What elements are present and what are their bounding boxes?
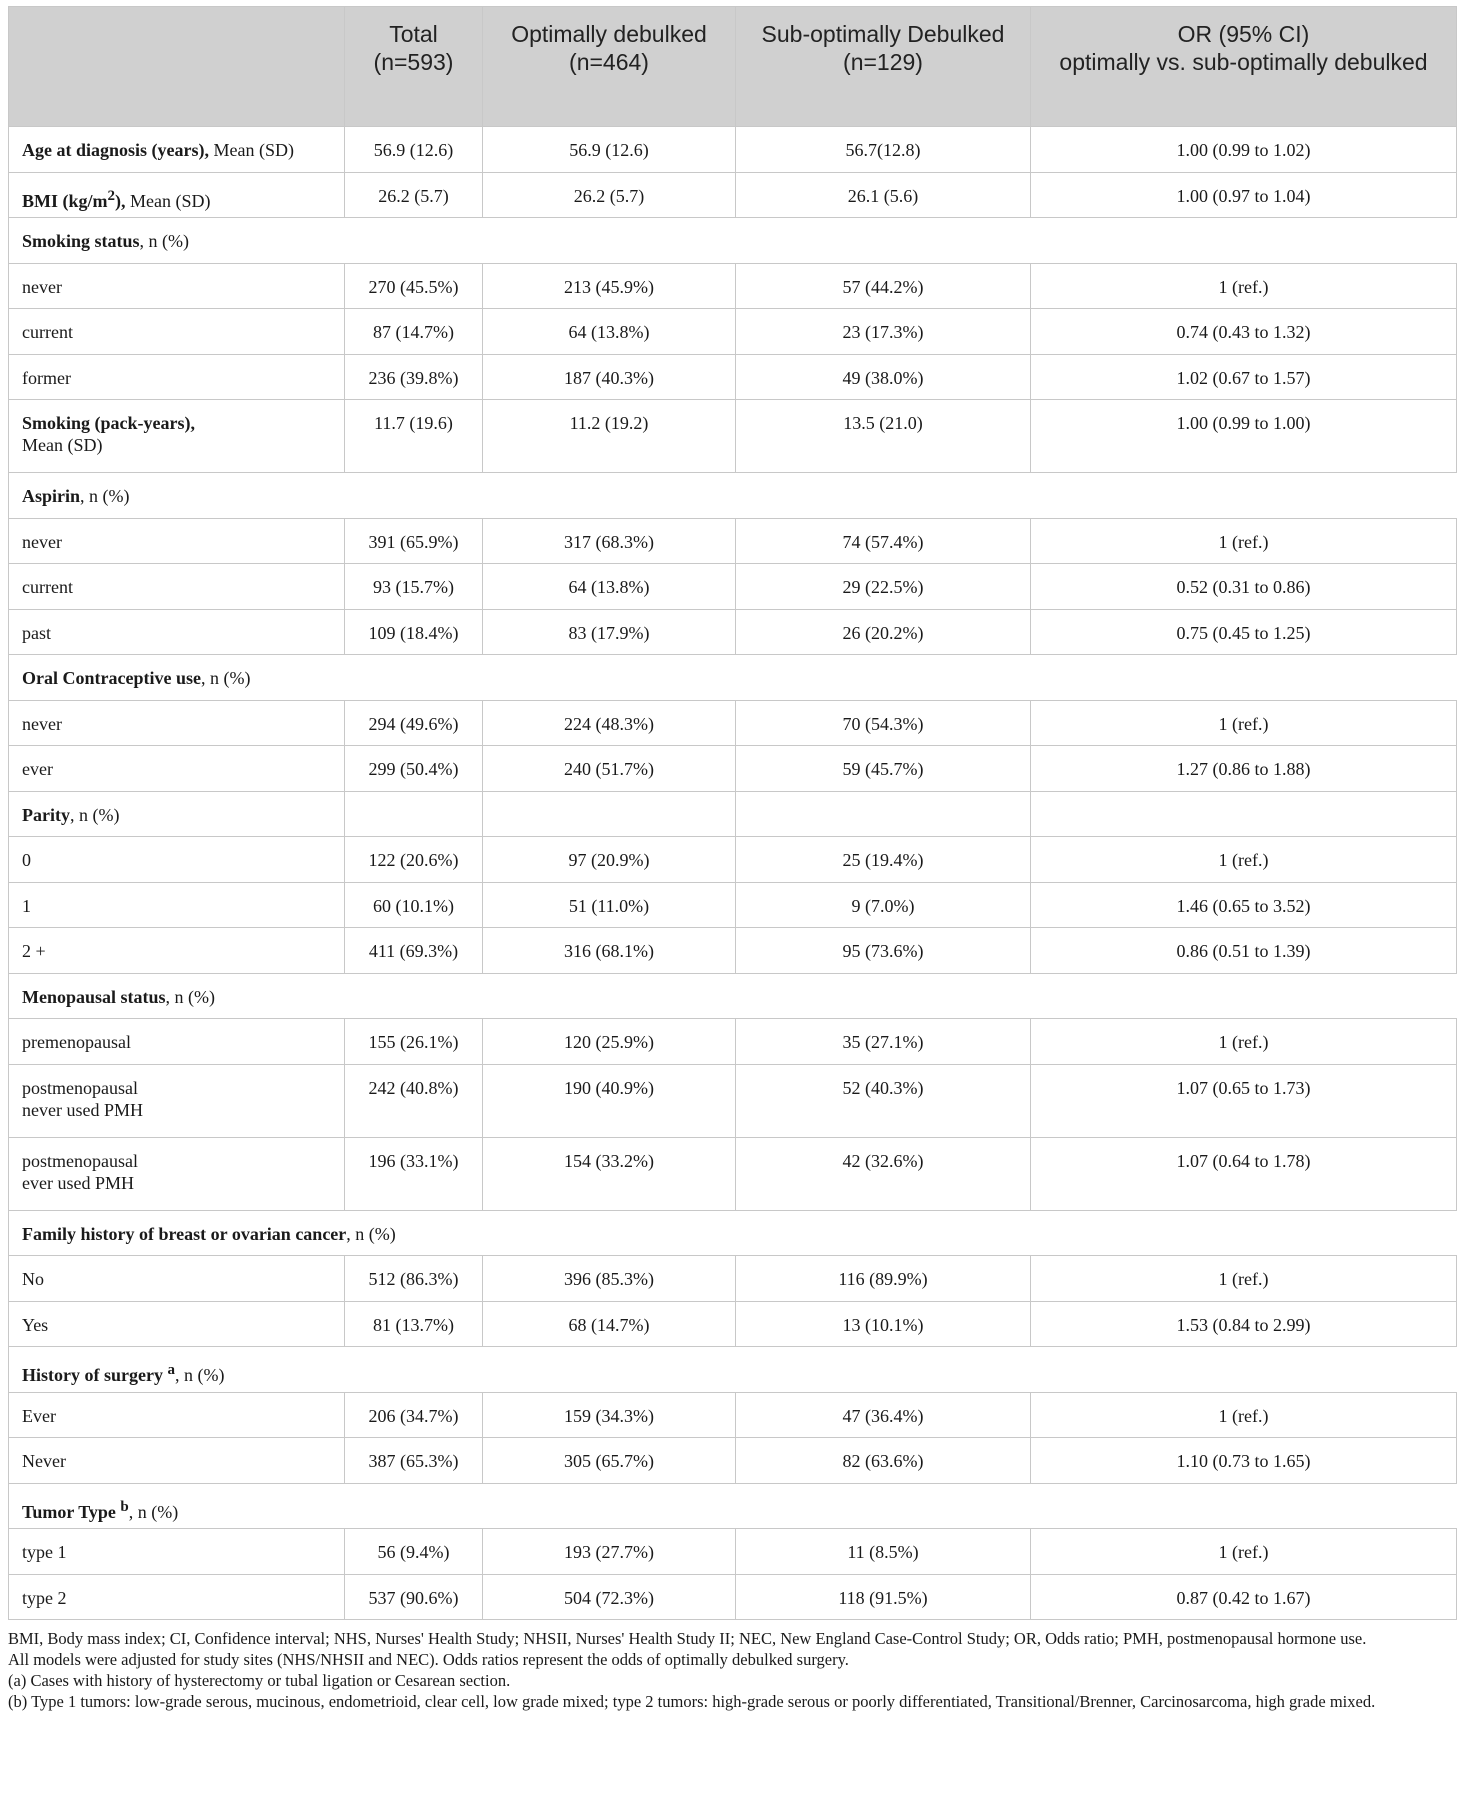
cell-suboptimal: 52 (40.3%) [736, 1064, 1031, 1137]
row-label-rest: Mean (SD) [209, 140, 294, 160]
table-row [9, 746, 1457, 792]
table-row [9, 700, 1457, 746]
row-label: Yes [9, 1301, 345, 1347]
footnote-a: (a) Cases with history of hysterectomy or tubal ligation or Cesarean section. [8, 1671, 511, 1690]
header-blank [9, 7, 345, 127]
cell-suboptimal: 49 (38.0%) [736, 354, 1031, 400]
section-label-rest: , n (%) [200, 668, 251, 688]
table-row [9, 1574, 1457, 1620]
cell-total: 93 (15.7%) [345, 564, 483, 610]
cell-total: 109 (18.4%) [345, 609, 483, 655]
row-label-line1: postmenopausal [22, 1077, 138, 1098]
cell-total: 122 (20.6%) [345, 837, 483, 883]
cell-suboptimal: 13.5 (21.0) [736, 400, 1031, 473]
header-optimal [483, 7, 736, 127]
section-label-rest: , n (%) [128, 1501, 179, 1522]
section-row [9, 473, 1457, 519]
table-row [9, 882, 1457, 928]
section-row [9, 1210, 1457, 1256]
section-label-bold: Family history of breast or ovarian cancer [22, 1223, 347, 1244]
row-label-line1: postmenopausal [22, 1150, 138, 1171]
row-label-bold [22, 187, 126, 211]
cell-suboptimal: 116 (89.9%) [736, 1256, 1031, 1302]
row-label: 1 [9, 882, 345, 928]
cell-optimal: 64 (13.8%) [483, 309, 736, 355]
cell-optimal: 213 (45.9%) [483, 263, 736, 309]
cell-or: 1.00 (0.99 to 1.02) [1031, 127, 1457, 173]
cell-optimal: 11.2 (19.2) [483, 400, 736, 473]
row-label: type 2 [9, 1574, 345, 1620]
cell-or: 1.46 (0.65 to 3.52) [1031, 882, 1457, 928]
cell-optimal: 193 (27.7%) [483, 1529, 736, 1575]
cell-or: 0.74 (0.43 to 1.32) [1031, 309, 1457, 355]
footnote-adjustment: All models were adjusted for study sites (NHS/NHSII and NEC). Odds ratios represent the odds of optimally debulked surgery. [8, 1650, 849, 1669]
row-label: never [9, 518, 345, 564]
cell-or: 1 (ref.) [1031, 1256, 1457, 1302]
row-label-rest: Mean (SD) [22, 435, 103, 455]
row-label [9, 172, 345, 218]
cell-optimal: 154 (33.2%) [483, 1137, 736, 1210]
table-row [9, 564, 1457, 610]
table-footnotes [8, 1628, 1456, 1712]
cell-suboptimal: 70 (54.3%) [736, 700, 1031, 746]
cell-or: 1.07 (0.65 to 1.73) [1031, 1064, 1457, 1137]
header-or-line1: OR (95% CI) [1177, 21, 1310, 47]
cell-suboptimal: 74 (57.4%) [736, 518, 1031, 564]
cell-suboptimal: 25 (19.4%) [736, 837, 1031, 883]
cell-or: 1.53 (0.84 to 2.99) [1031, 1301, 1457, 1347]
cell-optimal: 83 (17.9%) [483, 609, 736, 655]
cell-optimal: 56.9 (12.6) [483, 127, 736, 173]
row-label-bold: Age at diagnosis (years), [22, 140, 209, 160]
cell-optimal: 51 (11.0%) [483, 882, 736, 928]
table-row [9, 1529, 1457, 1575]
row-label-line2: never used PMH [22, 1099, 143, 1120]
section-label [9, 1210, 1457, 1256]
section-row [9, 791, 1457, 837]
cell-total: 236 (39.8%) [345, 354, 483, 400]
section-label [9, 973, 1457, 1019]
header-suboptimal [736, 7, 1031, 127]
row-label [9, 1137, 345, 1210]
cell-total: 60 (10.1%) [345, 882, 483, 928]
characteristics-table [8, 6, 1457, 1620]
row-label-bold: Smoking (pack-years), [22, 413, 196, 433]
cell-optimal: 396 (85.3%) [483, 1256, 736, 1302]
section-label-bold [22, 1362, 175, 1385]
row-label [9, 400, 345, 473]
cell-optimal: 68 (14.7%) [483, 1301, 736, 1347]
cell-suboptimal: 118 (91.5%) [736, 1574, 1031, 1620]
cell-or: 0.52 (0.31 to 0.86) [1031, 564, 1457, 610]
cell-suboptimal: 95 (73.6%) [736, 928, 1031, 974]
cell-total: 155 (26.1%) [345, 1019, 483, 1065]
cell-or: 1.27 (0.86 to 1.88) [1031, 746, 1457, 792]
cell-suboptimal: 13 (10.1%) [736, 1301, 1031, 1347]
cell-empty [1031, 791, 1457, 837]
section-label-rest: , n (%) [174, 1365, 225, 1385]
cell-total: 294 (49.6%) [345, 700, 483, 746]
table-row [9, 263, 1457, 309]
cell-total: 299 (50.4%) [345, 746, 483, 792]
header-total-line1: Total [389, 21, 438, 47]
table-row [9, 1256, 1457, 1302]
cell-or: 0.86 (0.51 to 1.39) [1031, 928, 1457, 974]
row-label: current [9, 564, 345, 610]
cell-empty [345, 791, 483, 837]
section-label-bold: Parity [22, 804, 70, 825]
footnote-b: (b) Type 1 tumors: low-grade serous, mucinous, endometrioid, clear cell, low grade mixed; type 2 tumors: high-grade serous or poorly differentiated, Transitional/Brenner, Carcinosarcoma, high grade mixed. [8, 1692, 1376, 1711]
row-label: past [9, 609, 345, 655]
header-optimal-line1: Optimally debulked [511, 21, 707, 47]
cell-suboptimal: 82 (63.6%) [736, 1438, 1031, 1484]
section-label [9, 1483, 1457, 1529]
section-label-bold: Smoking status [22, 231, 140, 251]
cell-optimal: 504 (72.3%) [483, 1574, 736, 1620]
cell-or: 1 (ref.) [1031, 1392, 1457, 1438]
table-row [9, 1438, 1457, 1484]
cell-or: 1.00 (0.97 to 1.04) [1031, 172, 1457, 218]
footnote-abbreviations: BMI, Body mass index; CI, Confidence interval; NHS, Nurses' Health Study; NHSII, Nurses' Health Study II; NEC, New England Case-Control Study; OR, Odds ratio; PMH, postmenopausal hormone use. [8, 1629, 1367, 1648]
cell-optimal: 97 (20.9%) [483, 837, 736, 883]
table-row [9, 1301, 1457, 1347]
cell-or: 1.07 (0.64 to 1.78) [1031, 1137, 1457, 1210]
cell-optimal: 317 (68.3%) [483, 518, 736, 564]
section-label-bold: Menopausal status [22, 986, 166, 1007]
section-label [9, 218, 1457, 264]
section-row [9, 655, 1457, 701]
row-label: former [9, 354, 345, 400]
cell-optimal: 224 (48.3%) [483, 700, 736, 746]
cell-total: 387 (65.3%) [345, 1438, 483, 1484]
section-label-bold [22, 1498, 129, 1522]
cell-or: 1 (ref.) [1031, 518, 1457, 564]
header-or [1031, 7, 1457, 127]
cell-or: 1.10 (0.73 to 1.65) [1031, 1438, 1457, 1484]
row-label: current [9, 309, 345, 355]
header-suboptimal-line2: (n=129) [843, 49, 923, 75]
cell-optimal: 159 (34.3%) [483, 1392, 736, 1438]
row-label: ever [9, 746, 345, 792]
section-label-bold: Aspirin [22, 486, 81, 506]
surgery-label: History of surgery [22, 1365, 168, 1385]
cell-total: 391 (65.9%) [345, 518, 483, 564]
cell-total: 242 (40.8%) [345, 1064, 483, 1137]
section-row [9, 1347, 1457, 1393]
cell-total: 196 (33.1%) [345, 1137, 483, 1210]
section-row [9, 1483, 1457, 1529]
cell-suboptimal: 9 (7.0%) [736, 882, 1031, 928]
cell-optimal: 64 (13.8%) [483, 564, 736, 610]
header-total-line2: (n=593) [373, 49, 454, 75]
cell-total: 56.9 (12.6) [345, 127, 483, 173]
cell-or: 1.00 (0.99 to 1.00) [1031, 400, 1457, 473]
cell-or: 0.87 (0.42 to 1.67) [1031, 1574, 1457, 1620]
table-row [9, 518, 1457, 564]
table-row [9, 1064, 1457, 1137]
cell-total: 56 (9.4%) [345, 1529, 483, 1575]
header-or-line2: optimally vs. sub-optimally debulked [1059, 49, 1428, 75]
cell-suboptimal: 56.7(12.8) [736, 127, 1031, 173]
cell-suboptimal: 42 (32.6%) [736, 1137, 1031, 1210]
cell-suboptimal: 29 (22.5%) [736, 564, 1031, 610]
header-suboptimal-line1: Sub-optimally Debulked [761, 21, 1005, 47]
table-header-row [9, 7, 1457, 127]
cell-or: 1.02 (0.67 to 1.57) [1031, 354, 1457, 400]
cell-optimal: 240 (51.7%) [483, 746, 736, 792]
table-row [9, 837, 1457, 883]
row-label: Ever [9, 1392, 345, 1438]
tumor-footnote-mark: b [120, 1498, 129, 1515]
table-row [9, 172, 1457, 218]
section-label-rest: , n (%) [165, 986, 216, 1007]
row-label: 0 [9, 837, 345, 883]
table-row [9, 354, 1457, 400]
section-label [9, 791, 345, 837]
row-label: type 1 [9, 1529, 345, 1575]
table-row [9, 1392, 1457, 1438]
table-row [9, 609, 1457, 655]
cell-suboptimal: 26 (20.2%) [736, 609, 1031, 655]
cell-or: 1 (ref.) [1031, 837, 1457, 883]
row-label: never [9, 700, 345, 746]
header-total [345, 7, 483, 127]
row-label: No [9, 1256, 345, 1302]
section-label-rest: , n (%) [80, 486, 130, 506]
row-label: 2 + [9, 928, 345, 974]
cell-total: 81 (13.7%) [345, 1301, 483, 1347]
cell-total: 26.2 (5.7) [345, 172, 483, 218]
cell-optimal: 120 (25.9%) [483, 1019, 736, 1065]
row-label [9, 127, 345, 173]
cell-suboptimal: 35 (27.1%) [736, 1019, 1031, 1065]
row-label: Never [9, 1438, 345, 1484]
table-row [9, 400, 1457, 473]
section-label-rest: , n (%) [346, 1223, 396, 1244]
cell-total: 537 (90.6%) [345, 1574, 483, 1620]
cell-empty [736, 791, 1031, 837]
row-label-rest: Mean (SD) [125, 190, 211, 211]
cell-or: 0.75 (0.45 to 1.25) [1031, 609, 1457, 655]
table-row [9, 1137, 1457, 1210]
cell-or: 1 (ref.) [1031, 263, 1457, 309]
cell-total: 206 (34.7%) [345, 1392, 483, 1438]
table-row [9, 928, 1457, 974]
section-label-bold: Oral Contraceptive use [22, 668, 201, 688]
row-label: premenopausal [9, 1019, 345, 1065]
cell-suboptimal: 26.1 (5.6) [736, 172, 1031, 218]
section-row [9, 973, 1457, 1019]
cell-total: 11.7 (19.6) [345, 400, 483, 473]
section-label-rest: , n (%) [139, 231, 190, 251]
section-label [9, 473, 1457, 519]
cell-optimal: 305 (65.7%) [483, 1438, 736, 1484]
bmi-superscript: 2 [107, 187, 115, 204]
cell-total: 270 (45.5%) [345, 263, 483, 309]
cell-suboptimal: 47 (36.4%) [736, 1392, 1031, 1438]
cell-optimal: 26.2 (5.7) [483, 172, 736, 218]
row-label [9, 1064, 345, 1137]
surgery-footnote-mark: a [167, 1362, 175, 1378]
cell-or: 1 (ref.) [1031, 1019, 1457, 1065]
header-optimal-line2: (n=464) [569, 49, 649, 75]
table-row [9, 309, 1457, 355]
cell-or: 1 (ref.) [1031, 1529, 1457, 1575]
cell-total: 512 (86.3%) [345, 1256, 483, 1302]
table-row [9, 1019, 1457, 1065]
cell-suboptimal: 23 (17.3%) [736, 309, 1031, 355]
bmi-label-b: ), [115, 190, 126, 211]
row-label: never [9, 263, 345, 309]
cell-optimal: 187 (40.3%) [483, 354, 736, 400]
table-row [9, 127, 1457, 173]
tumor-label: Tumor Type [22, 1501, 121, 1522]
table-figure [8, 6, 1456, 1712]
cell-or: 1 (ref.) [1031, 700, 1457, 746]
row-label-line2: ever used PMH [22, 1172, 134, 1193]
cell-total: 411 (69.3%) [345, 928, 483, 974]
cell-suboptimal: 59 (45.7%) [736, 746, 1031, 792]
section-label-rest: , n (%) [69, 804, 120, 825]
section-row [9, 218, 1457, 264]
cell-optimal: 190 (40.9%) [483, 1064, 736, 1137]
section-label [9, 655, 1457, 701]
cell-optimal: 316 (68.1%) [483, 928, 736, 974]
cell-empty [483, 791, 736, 837]
bmi-label-a: BMI (kg/m [22, 190, 108, 211]
cell-suboptimal: 11 (8.5%) [736, 1529, 1031, 1575]
section-label [9, 1347, 1457, 1393]
cell-suboptimal: 57 (44.2%) [736, 263, 1031, 309]
cell-total: 87 (14.7%) [345, 309, 483, 355]
